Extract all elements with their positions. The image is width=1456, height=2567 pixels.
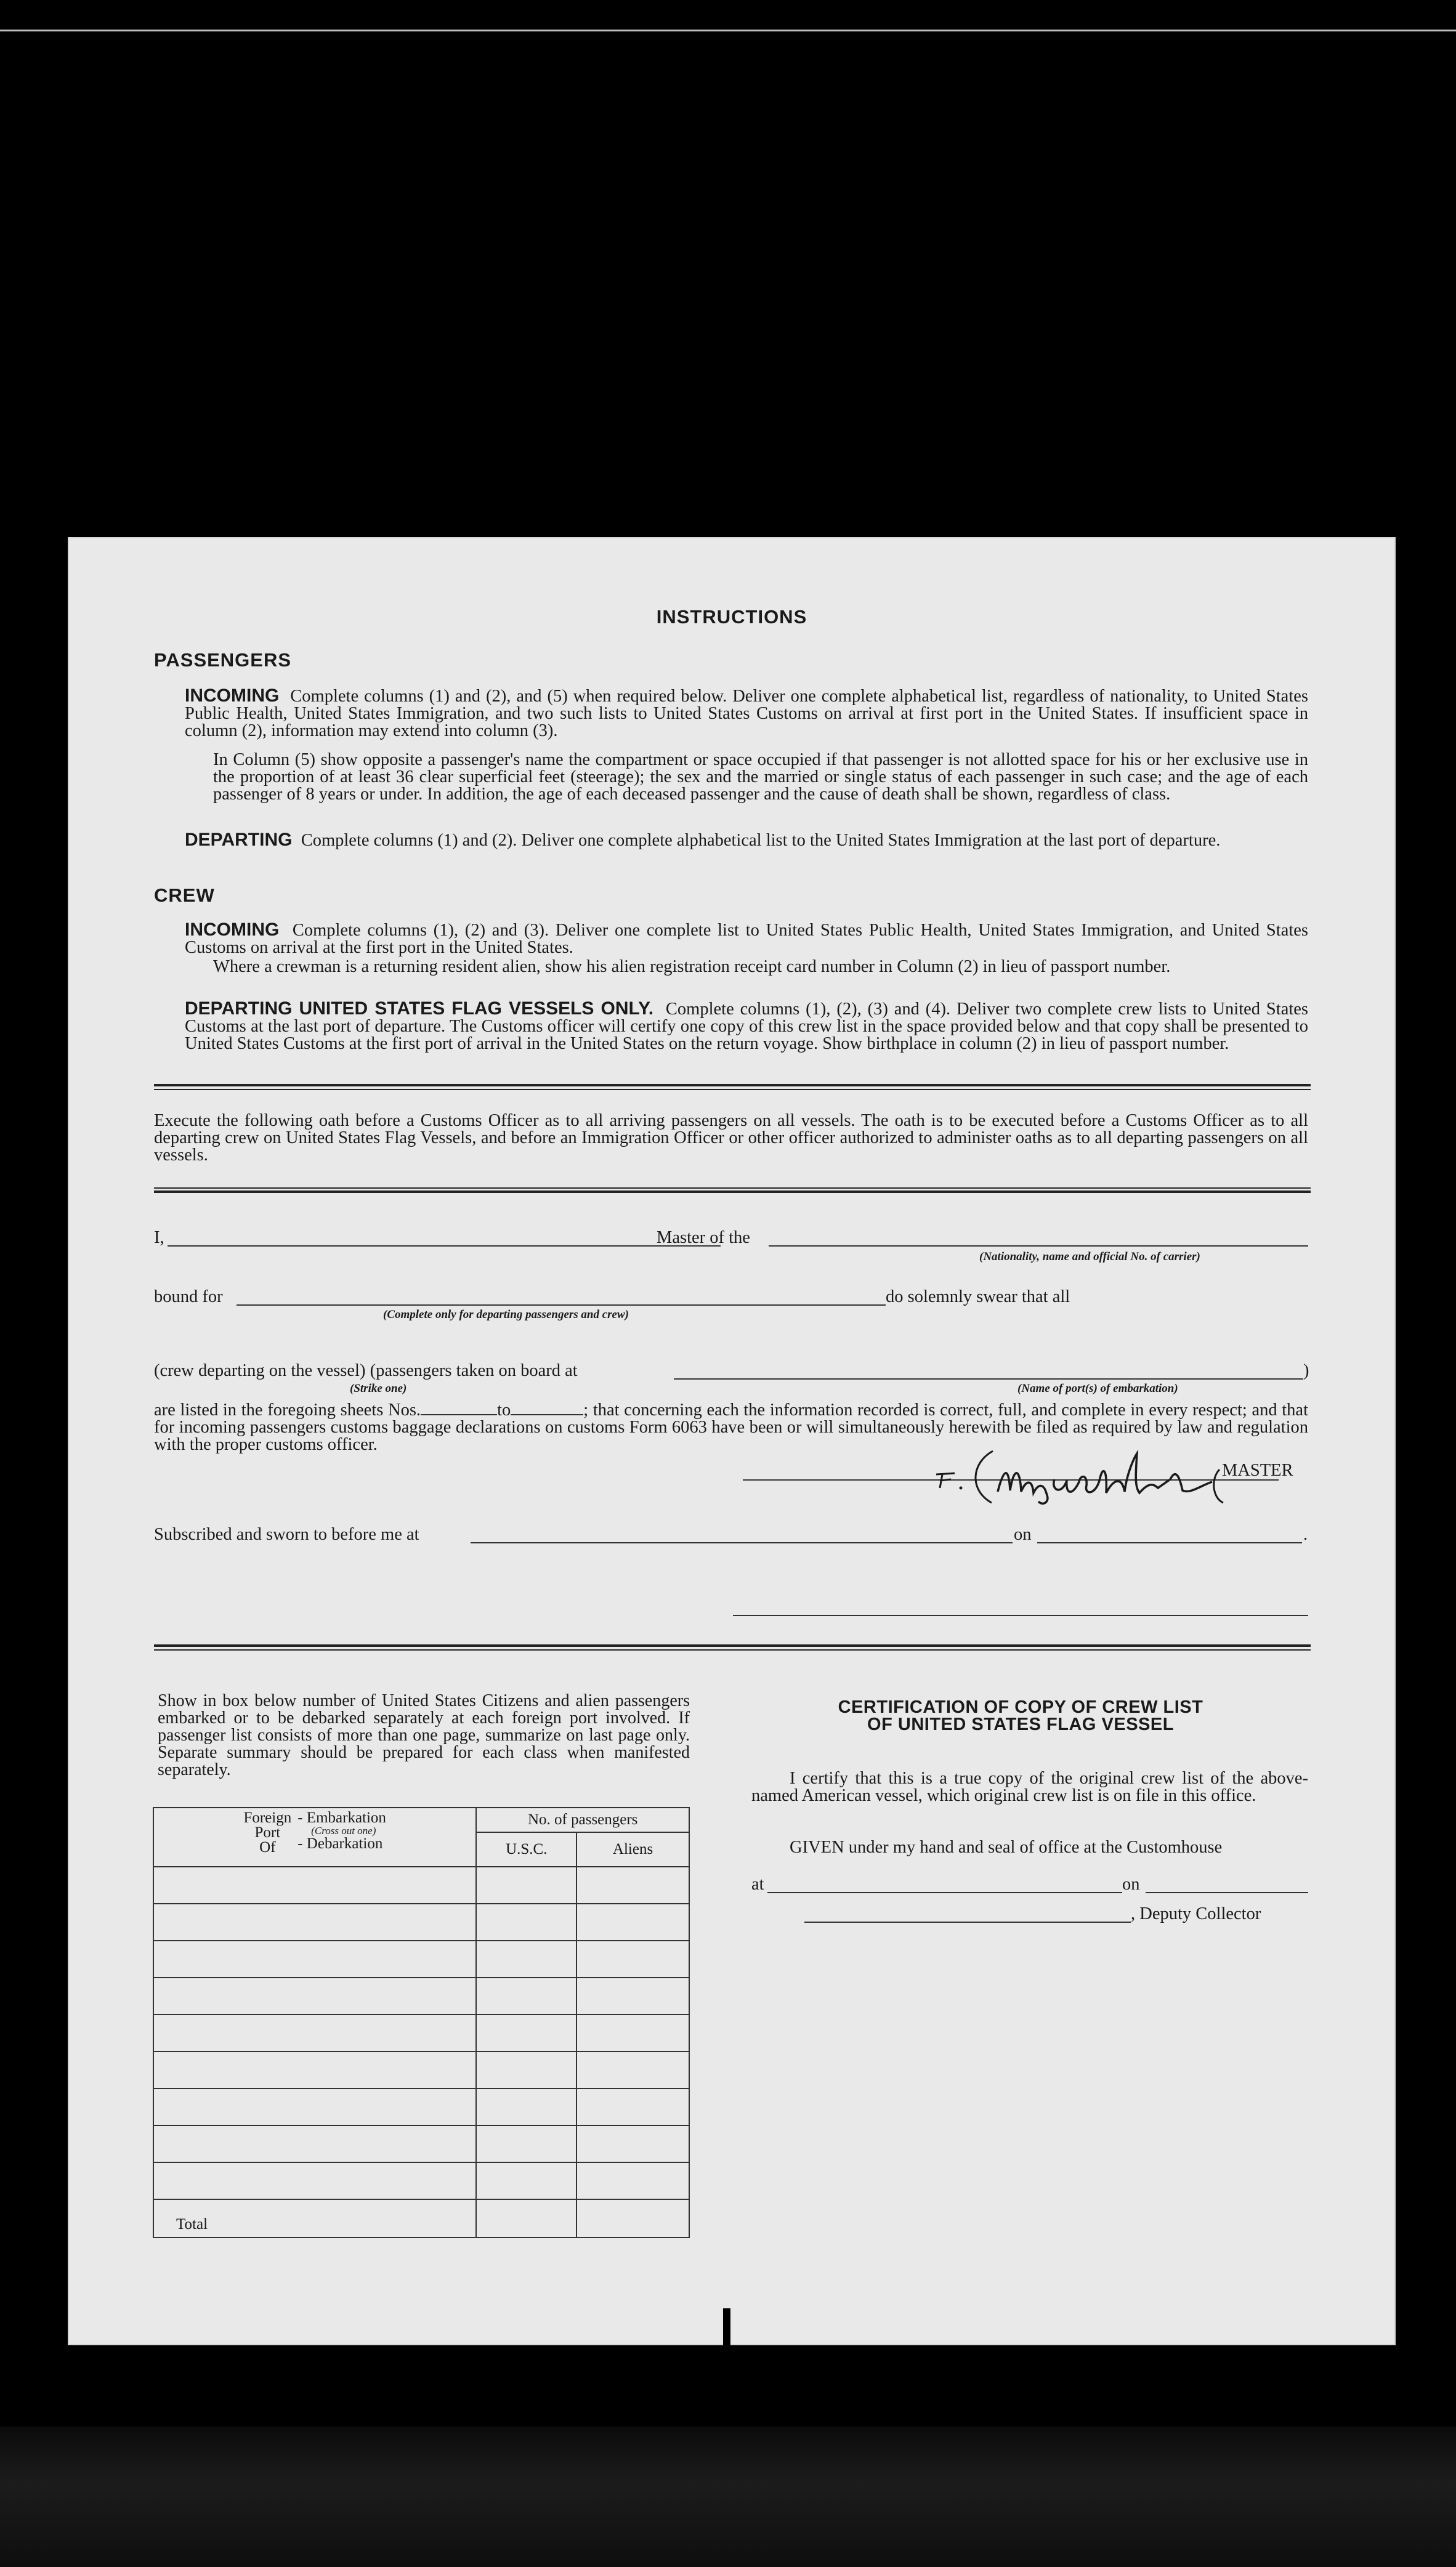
col-of: Of — [259, 1839, 276, 1856]
oath-intro: Execute the following oath before a Customs Officer as to all arriving passengers on all vessels. The oath is to be executed before a Customs Officer as to all departing crew on United States Flag Vessels, and before an Immigration Officer or other officer authorized to administer oaths as to all departing passengers on all vessels. — [154, 1111, 1308, 1165]
port-cell[interactable] — [153, 1904, 476, 1941]
sworn-place-field[interactable] — [471, 1542, 1013, 1543]
i-label: I, — [154, 1228, 164, 1247]
crew-heading: CREW — [154, 884, 215, 906]
usc-cell[interactable] — [476, 1904, 576, 1941]
deputy-collector-label: , Deputy Collector — [1131, 1904, 1261, 1923]
certification-title — [733, 1699, 1308, 1733]
carrier-field[interactable] — [769, 1245, 1308, 1247]
passengers-departing-paragraph — [185, 831, 1308, 849]
port-cell[interactable] — [153, 2125, 476, 2162]
passengers-heading: PASSENGERS — [154, 649, 292, 671]
usc-cell[interactable] — [476, 1867, 576, 1904]
port-cell[interactable] — [153, 2015, 476, 2052]
aliens-cell[interactable] — [576, 2088, 689, 2125]
strike-caption: (Strike one) — [350, 1382, 407, 1395]
divider — [154, 1191, 1311, 1193]
scan-top-line — [0, 30, 1456, 31]
nationality-caption: (Nationality, name and official No. of carrier) — [979, 1250, 1200, 1263]
master-of-label: Master of the — [657, 1228, 750, 1247]
port-caption: (Name of port(s) of embarkation) — [1017, 1382, 1178, 1395]
port-header-cell — [153, 1808, 476, 1867]
crew-passengers-label: (crew departing on the vessel) (passengers taken on board at — [154, 1361, 578, 1380]
col-no-passengers: No. of passengers — [476, 1808, 689, 1832]
cert-at-label: at — [751, 1875, 764, 1894]
cert-date-field[interactable] — [1146, 1892, 1308, 1893]
col-debarkation: - Debarkation — [297, 1835, 383, 1852]
given-text: GIVEN under my hand and seal of office at the Customhouse — [790, 1838, 1223, 1857]
total-row — [153, 2199, 689, 2238]
crew-departing-label: DEPARTING UNITED STATES FLAG VESSELS ONLY. — [185, 998, 654, 1019]
master-signature — [912, 1442, 1256, 1510]
instructions-title: INSTRUCTIONS — [656, 606, 807, 628]
col-aliens: Aliens — [576, 1832, 689, 1867]
bound-for-label: bound for — [154, 1287, 223, 1306]
usc-cell[interactable] — [476, 2162, 576, 2199]
sworn-period: . — [1303, 1525, 1308, 1544]
crew-incoming-paragraph — [185, 921, 1308, 956]
col-cross-out: (Cross out one) — [311, 1825, 376, 1837]
aliens-cell[interactable] — [576, 1941, 689, 1978]
declaration-text: ; that concerning each the information recorded is correct, full, and complete in every respect; and that for incoming passengers customs baggage declarations on customs Form 6063 have been or will simultaneously herewith be filed as required by law and regulation with the proper customs officer. — [154, 1401, 1308, 1454]
table-row — [153, 2125, 689, 2162]
sheets-to-field[interactable] — [511, 1402, 583, 1415]
col-port: Port — [254, 1824, 281, 1841]
port-cell[interactable] — [153, 1941, 476, 1978]
crew-departing-paragraph — [185, 1000, 1308, 1053]
certify-paragraph: I certify that this is a true copy of the original crew list of the above-named American vessel, which original crew list is on file in this office. — [751, 1769, 1308, 1805]
passengers-incoming-paragraph — [185, 687, 1308, 740]
col-foreign: Foreign — [243, 1809, 292, 1826]
col-embarkation: - Embarkation — [297, 1809, 386, 1826]
table-row — [153, 2052, 689, 2088]
scan-bottom-band — [0, 2427, 1456, 2567]
subscribed-label: Subscribed and sworn to before me at — [154, 1525, 419, 1544]
certification-title-line2: OF UNITED STATES FLAG VESSEL — [867, 1715, 1174, 1734]
crew-incoming-text: Complete columns (1), (2) and (3). Deliver one complete list to United States Public Health, United States Immigration, and United States Customs on arrival at the first port in the United States. — [185, 921, 1308, 957]
divider — [154, 1644, 1311, 1647]
usc-total-cell[interactable] — [476, 2199, 576, 2238]
certification-title-line1: CERTIFICATION OF COPY OF CREW LIST — [838, 1697, 1203, 1717]
passengers-column5-paragraph: In Column (5) show opposite a passenger's name the compartment or space occupied if that passenger is not allotted space for his or her exclusive use in the proportion of at least 36 clear superficial feet (steerage); the sex and the married or single status of each passenger in such case; and the age of each passenger of 8 years or under. In addition, the age of each deceased passenger and the cause of death shall be shown, regardless of class. — [213, 750, 1308, 804]
table-row — [153, 1867, 689, 1904]
officer-signature-field[interactable] — [733, 1615, 1308, 1616]
sheets-from-field[interactable] — [421, 1402, 497, 1415]
port-cell[interactable] — [153, 1867, 476, 1904]
passenger-summary-table — [153, 1807, 690, 2238]
table-row — [153, 1941, 689, 1978]
divider — [154, 1187, 1311, 1189]
port-cell[interactable] — [153, 2052, 476, 2088]
passengers-incoming-label: INCOMING — [185, 685, 280, 706]
close-paren: ) — [1303, 1361, 1309, 1380]
total-label: Total — [153, 2199, 476, 2238]
deputy-collector-field[interactable] — [804, 1922, 1131, 1923]
table-row — [153, 2015, 689, 2052]
usc-cell[interactable] — [476, 2015, 576, 2052]
master-name-field[interactable] — [168, 1245, 721, 1247]
aliens-cell[interactable] — [576, 2125, 689, 2162]
crew-departing-text: Complete columns (1), (2), (3) and (4). Deliver two complete crew lists to United States Customs at the last port of departure. The Customs officer will certify one copy of this crew list in the space provided below and that copy shall be presented to United States Customs at the first port of arrival in the United States on the return voyage. Show birthplace in column (2) in lieu of passport number. — [185, 1000, 1309, 1053]
col-usc: U.S.C. — [476, 1832, 576, 1867]
usc-cell[interactable] — [476, 2125, 576, 2162]
table-row — [153, 2162, 689, 2199]
sheets-label: are listed in the foregoing sheets Nos. — [154, 1401, 421, 1420]
usc-cell[interactable] — [476, 2088, 576, 2125]
document-page — [68, 537, 1396, 2345]
passengers-departing-label: DEPARTING — [185, 830, 293, 850]
table-row — [153, 1978, 689, 2015]
aliens-cell[interactable] — [576, 2015, 689, 2052]
crew-incoming-label: INCOMING — [185, 920, 280, 940]
crew-resident-paragraph: Where a crewman is a returning resident alien, show his alien registration receipt card number in Column (2) in lieu of passport number. — [213, 957, 1171, 976]
port-cell[interactable] — [153, 2088, 476, 2125]
embarkation-port-field[interactable] — [674, 1378, 1303, 1380]
page-tear — [723, 2308, 730, 2345]
usc-cell[interactable] — [476, 1978, 576, 2015]
to-label: to — [497, 1401, 511, 1420]
bound-caption: (Complete only for departing passengers and crew) — [383, 1308, 629, 1321]
divider — [154, 1649, 1311, 1651]
table-row — [153, 2088, 689, 2125]
bound-for-field[interactable] — [237, 1304, 886, 1306]
sworn-date-field[interactable] — [1037, 1542, 1302, 1543]
summary-instructions: Show in box below number of United States Citizens and alien passengers embarked or to be debarked separately at each foreign port involved. If passenger list consists of more than one page, summarize on last page only. Separate summary should be prepared for each class when manifested separately. — [158, 1691, 690, 1779]
customhouse-field[interactable] — [767, 1892, 1122, 1893]
port-cell[interactable] — [153, 2162, 476, 2199]
divider — [154, 1089, 1311, 1090]
handwritten-signature-icon — [912, 1442, 1256, 1510]
aliens-cell[interactable] — [576, 1867, 689, 1904]
usc-cell[interactable] — [476, 1941, 576, 1978]
passengers-incoming-text: Complete columns (1) and (2), and (5) when required below. Deliver one complete alphabetical list, regardless of nationality, to United States Public Health, United States Immigration, and two such lists to United States Customs on arrival at first port in the United States. If insufficient space in column (2), information may extend into column (3). — [185, 687, 1308, 740]
aliens-cell[interactable] — [576, 2162, 689, 2199]
aliens-total-cell[interactable] — [576, 2199, 689, 2238]
divider — [154, 1084, 1311, 1086]
port-cell[interactable] — [153, 1978, 476, 2015]
table-row — [153, 1904, 689, 1941]
cert-on-label: on — [1122, 1875, 1140, 1894]
aliens-cell[interactable] — [576, 1904, 689, 1941]
aliens-cell[interactable] — [576, 2052, 689, 2088]
sworn-on-label: on — [1014, 1525, 1032, 1544]
swear-label: do solemnly swear that all — [886, 1287, 1070, 1306]
aliens-cell[interactable] — [576, 1978, 689, 2015]
master-label: MASTER — [1222, 1461, 1293, 1480]
passengers-departing-text: Complete columns (1) and (2). Deliver one complete alphabetical list to the United States Immigration at the last port of departure. — [301, 831, 1221, 850]
usc-cell[interactable] — [476, 2052, 576, 2088]
